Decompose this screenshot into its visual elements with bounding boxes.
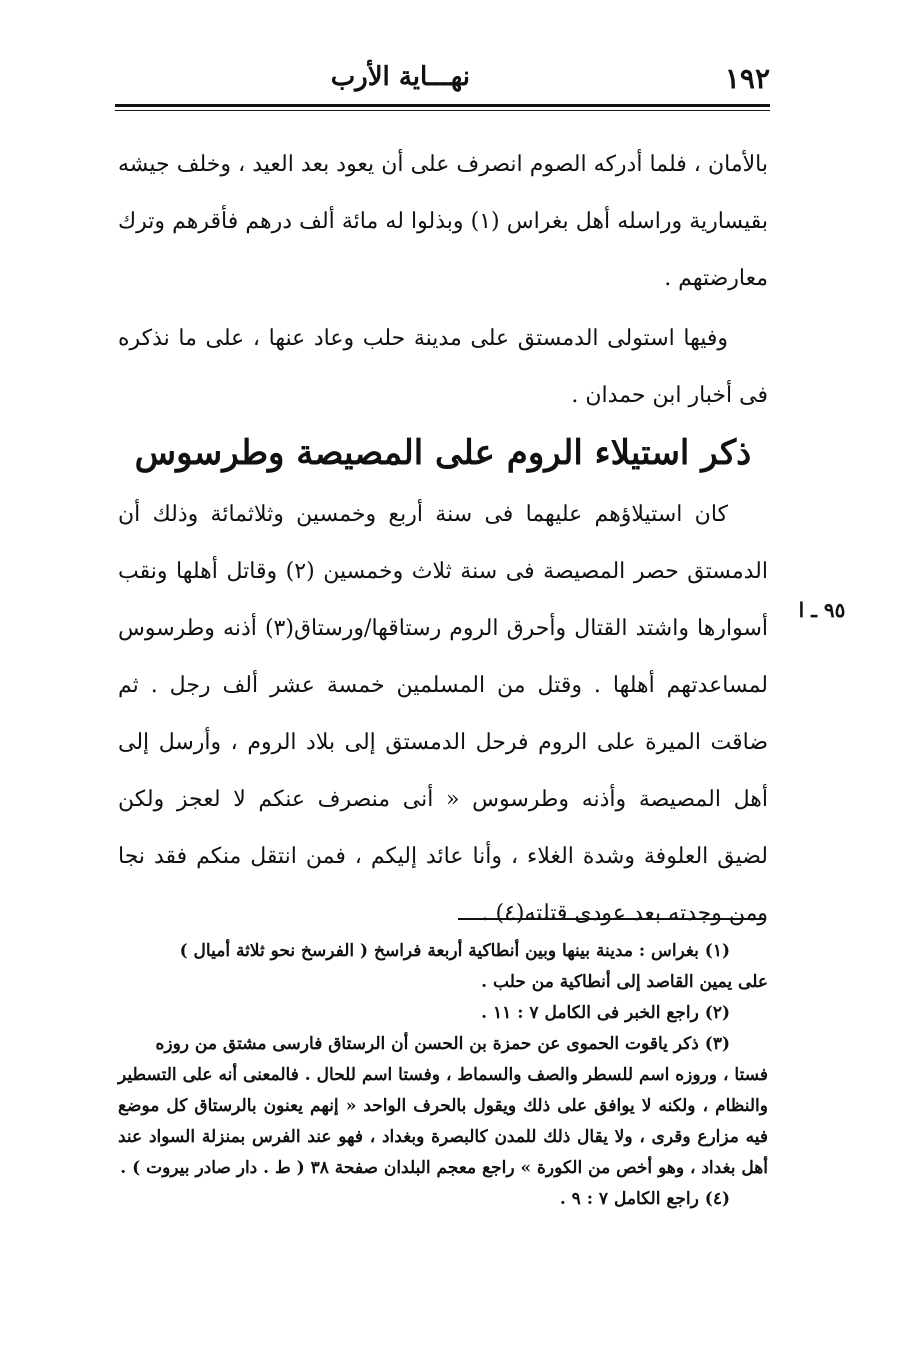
footnote-1-line-1: (١) بغراس : مدينة بينها وبين أنطاكية أربعة فراسخ ( الفرسخ نحو ثلاثة أميال ) <box>179 941 730 961</box>
paragraph-2: وفيها استولى الدمستق على مدينة حلب وعاد عنها ، على ما نذكره فى أخبار ابن حمدان . <box>118 326 768 408</box>
page-header <box>115 58 770 102</box>
footnote-2: (٢) راجع الخبر فى الكامل ٧ : ١١ . <box>481 1003 730 1023</box>
header-rule-thin <box>115 110 770 111</box>
paragraph-1: بالأمان ، فلما أدركه الصوم انصرف على أن يعود بعد العيد ، وخلف جيشه بقيسارية وراسله أهل بغراس (١) وبذلوا له مائة ألف درهم فأقرهم وترك معارضتهم . <box>118 152 768 291</box>
footnotes <box>118 936 768 1215</box>
header-rule <box>115 104 770 107</box>
running-title: نهـــاية الأرب <box>330 62 470 92</box>
page-number: ١٩٢ <box>724 62 770 95</box>
section-heading: ذكر استيلاء الروم على المصيصة وطرسوس <box>134 433 752 473</box>
footnote-1-line-2: على يمين القاصد إلى أنطاكية من حلب . <box>481 972 768 992</box>
footnote-4: (٤) راجع الكامل ٧ : ٩ . <box>559 1189 730 1209</box>
footnote-rule <box>458 918 763 920</box>
footnote-3-body: فستا ، وروزه اسم للسطر والصف والسماط ، وفستا اسم للحال . فالمعنى أنه على التسطير والنظام ، ولكنه لا يوافق على ذلك ويقول بالحرف الواحد « إنهم يعنون بالرستاق كل موضع فيه مزارع وقرى ، ولا يقال ذلك للمدن كالبصرة وبغداد ، فهو عند الفرس بمنزلة السواد عند أهل بغداد ، وهو أخص من الكورة » راجع معجم البلدان صفحة ٣٨ ( ط . دار صادر بيروت ) . <box>118 1065 768 1178</box>
margin-folio-note: ٩٥ ـ ا <box>798 598 846 622</box>
footnote-3-line-1: (٣) ذكر ياقوت الحموى عن حمزة بن الحسن أن الرستاق فارسى مشتق من روزه <box>155 1034 730 1054</box>
paragraph-3: كان استيلاؤهم عليهما فى سنة أربع وخمسين وثلاثمائة وذلك أن الدمستق حصر المصيصة فى سنة ثلاث وخمسين (٢) وقاتل أهلها ونقب أسوارها واشتد القتال وأحرق الروم رستاقها/ورستاق(٣) أذنه وطرسوس لمساعدتهم أهلها . وقتل من المسلمين خمسة عشر ألف رجل . ثم ضاقت الميرة على الروم فرحل الدمستق إلى بلاد الروم ، وأرسل إلى أهل المصيصة وأذنه وطرسوس « أنى منصرف عنكم لا لعجز ولكن لضيق العلوفة وشدة الغلاء ، وأنا عائد إليكم ، فمن انتقل منكم فقد نجا ومن وجدته بعد عودى قتلته(٤) . <box>118 502 768 926</box>
